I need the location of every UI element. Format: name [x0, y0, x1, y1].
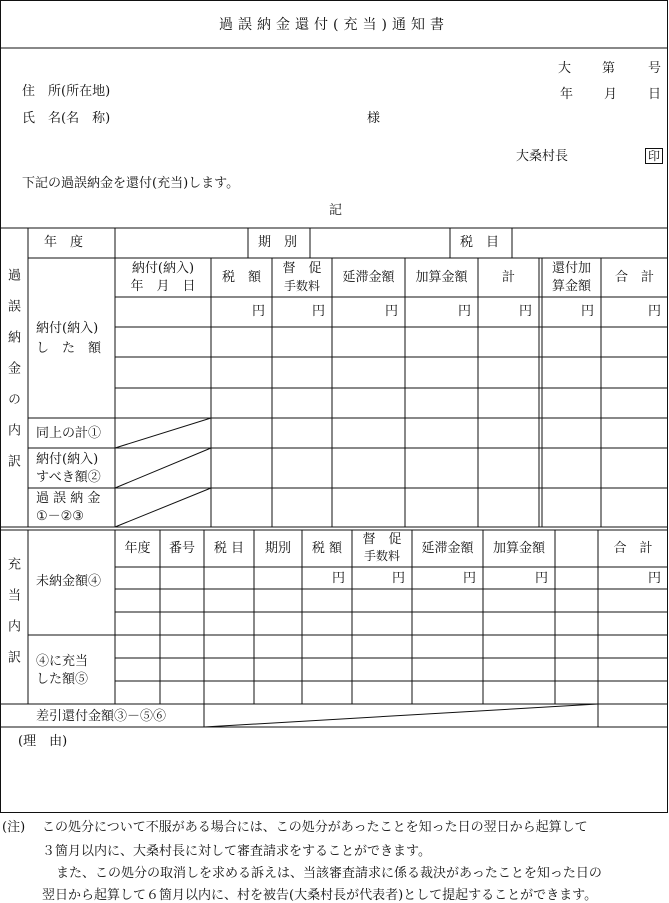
- doc-number-dai: 第: [602, 61, 616, 76]
- zeimoku-label: 税 目: [460, 235, 500, 250]
- row-paid-2: し た 額: [36, 341, 102, 356]
- note-line-1: この処分について不服がある場合には、この処分があったことを知った日の翌日から起算して: [42, 820, 588, 835]
- date-month: 月: [604, 87, 618, 102]
- col-kanpu-1: 還付加: [551, 261, 591, 276]
- doc-number-go: 号: [648, 61, 662, 76]
- address-label: 住 所(所在地): [22, 84, 111, 99]
- yen-unit: 円: [458, 304, 472, 319]
- mayor-title: 大桑村長: [516, 149, 569, 164]
- alloc-col-kasan: 加算金額: [492, 541, 545, 556]
- col-tax: 税 額: [221, 270, 261, 285]
- yen-unit: 円: [648, 571, 662, 586]
- yen-unit: 円: [332, 571, 346, 586]
- yen-unit: 円: [519, 304, 533, 319]
- yen-unit: 円: [648, 304, 662, 319]
- alloc-col-bango: 番号: [168, 541, 195, 556]
- note-mark: (注): [2, 820, 26, 835]
- reason-label: (理 由): [18, 734, 68, 749]
- col-paid-date-2: 年 月 日: [130, 279, 196, 294]
- col-paid-date-1: 納付(納入): [131, 261, 195, 276]
- date-day: 日: [648, 87, 662, 102]
- col-tokusoku-2: 手数料: [283, 279, 320, 293]
- yen-unit: 円: [581, 304, 595, 319]
- alloc-col-tax: 税 額: [311, 541, 343, 556]
- doc-number-prefix: 大: [558, 61, 572, 76]
- row-due-1: 納付(納入): [36, 452, 99, 467]
- col-kei: 計: [501, 270, 515, 285]
- row-over-2: ①－②③: [36, 509, 84, 524]
- alloc-col-tokusoku-1: 督 促: [362, 532, 402, 547]
- row-due-2: すべき額②: [36, 470, 101, 485]
- yen-unit: 円: [463, 571, 477, 586]
- alloc-col-nendo: 年度: [124, 541, 151, 556]
- row-paid-1: 納付(納入): [36, 321, 99, 336]
- intro-text: 下記の過誤納金を還付(充当)します。: [22, 176, 240, 191]
- alloc-col-gokei: 合 計: [613, 541, 653, 556]
- document-title: 過誤納金還付(充当)通知書: [219, 17, 449, 33]
- name-label: 氏 名(名 称): [22, 111, 111, 126]
- kibetsu-label: 期 別: [258, 235, 298, 250]
- note-line-3: また、この処分の取消しを求める訴えは、当該審査請求に係る裁決があったことを知った日の: [56, 866, 602, 881]
- row-applied-1: ④に充当: [36, 654, 89, 669]
- row-diff: 差引還付金額③－⑤⑥: [36, 709, 167, 724]
- row-unpaid: 未納金額④: [36, 574, 102, 589]
- yen-unit: 円: [535, 571, 549, 586]
- alloc-col-entai: 延滞金額: [421, 541, 474, 556]
- nendo-label: 年 度: [44, 235, 84, 250]
- col-entai: 延滞金額: [342, 270, 395, 285]
- allocation-side-label: 充当内訳: [5, 557, 20, 681]
- col-kasan: 加算金額: [415, 270, 468, 285]
- note-line-2: ３箇月以内に、大桑村長に対して審査請求をすることができます。: [42, 844, 431, 859]
- col-kanpu-2: 算金額: [551, 279, 591, 294]
- row-applied-2: した額⑤: [36, 672, 89, 687]
- yen-unit: 円: [392, 571, 406, 586]
- yen-unit: 円: [312, 304, 326, 319]
- alloc-col-tokusoku-2: 手数料: [363, 549, 400, 563]
- date-year: 年: [560, 87, 574, 102]
- row-subtotal: 同上の計①: [36, 426, 102, 441]
- col-tokusoku-1: 督 促: [282, 261, 322, 276]
- yen-unit: 円: [252, 304, 266, 319]
- seal-mark: 印: [645, 148, 663, 164]
- overpay-side-label: 過誤納金の内訳: [5, 268, 20, 485]
- note-line-4: 翌日から起算して６箇月以内に、村を被告(大桑村長が代表者)として提起することができます。: [42, 888, 598, 903]
- ki-label: 記: [329, 203, 343, 218]
- alloc-col-zeimoku: 税 目: [213, 541, 245, 556]
- yen-unit: 円: [385, 304, 399, 319]
- row-over-1: 過 誤 納 金: [36, 491, 101, 506]
- col-gokei: 合 計: [614, 270, 654, 285]
- sama-honorific: 様: [367, 111, 381, 126]
- alloc-col-kibetsu: 期別: [264, 541, 291, 556]
